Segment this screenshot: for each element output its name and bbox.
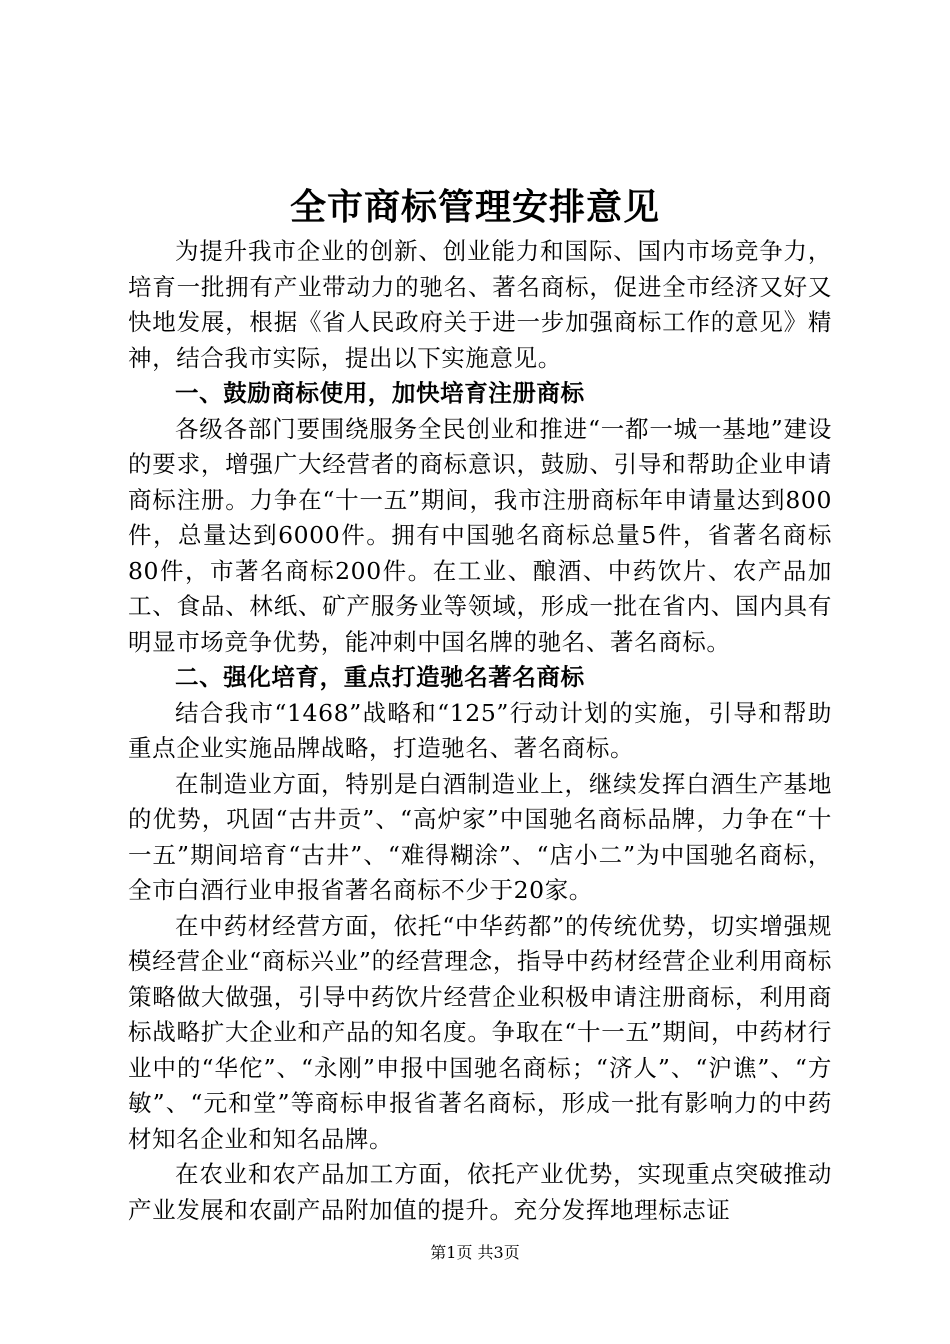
paragraph-section-1: 各级各部门要围绕服务全民创业和推进“一都一城一基地”建设的要求，增强广大经营者的商标意识，鼓励、引导和帮助企业申请商标注册。力争在“十一五”期间，我市注册商标年申请量达到800件，总量达到6000件。拥有中国驰名商标总量5件，省著名商标80件，市著名商标200件。在工业、酿酒、中药饮片、农产品加工、食品、林纸、矿产服务业等领域，形成一批在省内、国内具有明显市场竞争优势，能冲刺中国名牌的驰名、著名商标。 xyxy=(128,414,832,656)
section-heading-1: 一、鼓励商标使用，加快培育注册商标 xyxy=(175,379,585,407)
page-footer: 第1页 共3页 xyxy=(430,1243,520,1262)
page-title: 全市商标管理安排意见 xyxy=(289,186,660,228)
document-body xyxy=(128,234,832,1228)
paragraph-strategy: 结合我市“1468”战略和“125”行动计划的实施，引导和帮助重点企业实施品牌战略，打造驰名、著名商标。 xyxy=(128,698,832,762)
paragraph-intro: 为提升我市企业的创新、创业能力和国际、国内市场竞争力，培育一批拥有产业带动力的驰名、著名商标，促进全市经济又好又快地发展，根据《省人民政府关于进一步加强商标工作的意见》精神，结合我市实际，提出以下实施意见。 xyxy=(128,237,832,372)
section-heading-2: 二、强化培育，重点打造驰名著名商标 xyxy=(175,663,585,691)
paragraph-manufacturing: 在制造业方面，特别是白酒制造业上，继续发挥白酒生产基地的优势，巩固“古井贡”、“高炉家”中国驰名商标品牌，力争在“十一五”期间培育“古井”、“难得糊涂”、“店小二”为中国驰名商标，全市白酒行业申报省著名商标不少于20家。 xyxy=(128,769,832,904)
paragraph-medicine: 在中药材经营方面，依托“中华药都”的传统优势，切实增强规模经营企业“商标兴业”的经营理念，指导中药材经营企业利用商标策略做大做强，引导中药饮片经营企业积极申请注册商标，利用商标战略扩大企业和产品的知名度。争取在“十一五”期间，中药材行业中的“华佗”、“永刚”申报中国驰名商标；“济人”、“沪谯”、“方敏”、“元和堂”等商标申报省著名商标，形成一批有影响力的中药材知名企业和知名品牌。 xyxy=(128,911,832,1153)
paragraph-agriculture: 在农业和农产品加工方面，依托产业优势，实现重点突破推动产业发展和农副产品附加值的提升。充分发挥地理标志证 xyxy=(128,1160,832,1224)
